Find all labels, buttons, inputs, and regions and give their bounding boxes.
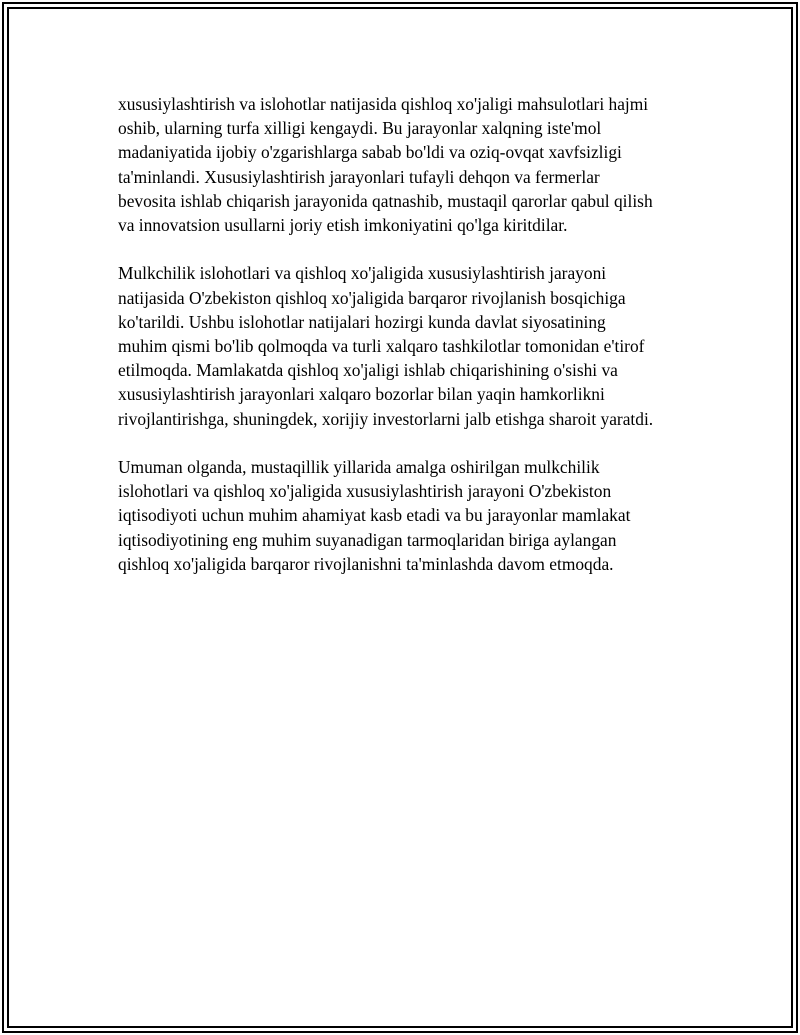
text-line: islohotlari va qishloq xo'jaligida xususiylashtirish jarayoni O'zbekiston: [118, 481, 612, 502]
text-line: etilmoqda. Mamlakatda qishloq xo'jaligi ishlab chiqarishining o'sishi va: [118, 360, 618, 381]
text-line: Mulkchilik islohotlari va qishloq xo'jaligida xususiylashtirish jarayoni: [118, 263, 607, 284]
text-line: natijasida O'zbekiston qishloq xo'jaligida barqaror rivojlanish bosqichiga: [118, 287, 626, 308]
text-line: muhim qismi bo'lib qolmoqda va turli xalqaro tashkilotlar tomonidan e'tirof: [118, 336, 645, 357]
text-line: ko'tarildi. Ushbu islohotlar natijalari hozirgi kunda davlat siyosatining: [118, 311, 606, 332]
text-line: rivojlantirishga, shuningdek, xorijiy investorlarni jalb etishga sharoit yaratdi.: [118, 408, 654, 429]
text-line: Umuman olganda, mustaqillik yillarida amalga oshirilgan mulkchilik: [118, 457, 600, 478]
paragraph-1: [118, 92, 708, 237]
text-line: iqtisodiyoti uchun muhim ahamiyat kasb etadi va bu jarayonlar mamlakat: [118, 505, 631, 526]
paragraph-2: [118, 261, 708, 430]
text-line: qishloq xo'jaligida barqaror rivojlanishni ta'minlashda davom etmoqda.: [118, 553, 614, 574]
text-line: madaniyatida ijobiy o'zgarishlarga sabab bo'ldi va oziq-ovqat xavfsizligi: [118, 142, 622, 163]
text-line: ta'minlandi. Xususiylashtirish jarayonlari tufayli dehqon va fermerlar: [118, 166, 600, 187]
document-body: [118, 92, 708, 600]
text-line: oshib, ularning turfa xilligi kengaydi. Bu jarayonlar xalqning iste'mol: [118, 118, 602, 139]
text-line: va innovatsion usullarni joriy etish imkoniyatini qo'lga kiritdilar.: [118, 215, 568, 236]
paragraph-3: [118, 455, 708, 576]
text-line: iqtisodiyotining eng muhim suyanadigan tarmoqlaridan biriga aylangan: [118, 529, 617, 550]
text-line: xususiylashtirish jarayonlari xalqaro bozorlar bilan yaqin hamkorlikni: [118, 384, 605, 405]
text-line: xususiylashtirish va islohotlar natijasida qishloq xo'jaligi mahsulotlari hajmi: [118, 94, 649, 114]
text-line: bevosita ishlab chiqarish jarayonida qatnashib, mustaqil qarorlar qabul qilish: [118, 190, 653, 211]
